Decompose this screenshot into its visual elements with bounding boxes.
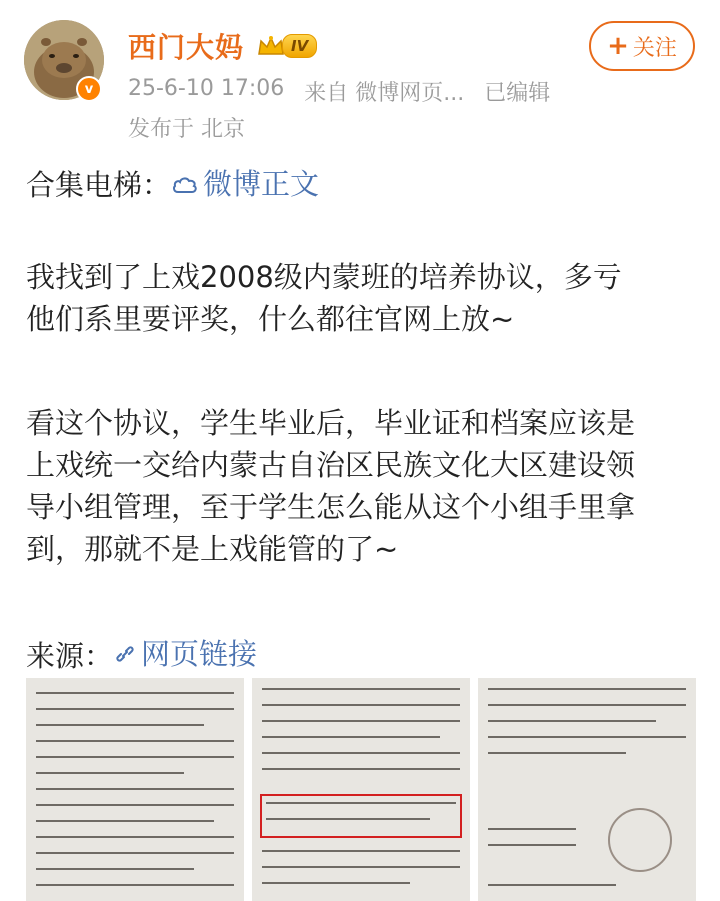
source-link[interactable]: 网页链接 [113,633,257,675]
document-image-3[interactable] [478,678,696,901]
user-name-row [128,26,317,66]
post-source[interactable]: 来自 微博网页... [304,81,465,106]
image-grid [26,678,696,901]
paragraph-2-line-3: 导小组管理，至于学生怎么能从这个小组手里拿 [26,490,636,524]
follow-button[interactable] [589,21,695,71]
document-image-2[interactable] [252,678,470,901]
source-line [26,633,696,677]
cloud-icon [171,173,199,195]
link-icon [113,642,137,666]
seal-stamp [608,808,672,872]
post-date: 25-6-10 17:06 [128,76,285,101]
plus-icon: + [607,31,629,61]
paragraph-2-line-2: 上戏统一交给内蒙古自治区民族文化大区建设领 [26,448,636,482]
source-label: 来源： [26,639,114,673]
paragraph-2-line-1: 看这个协议，学生毕业后，毕业证和档案应该是 [26,406,636,440]
collection-line [26,163,696,206]
edited-label[interactable]: 已编辑 [484,81,551,106]
paragraph-2-line-4: 到，那就不是上戏能管的了~ [26,532,399,566]
paragraph-2 [26,402,696,570]
level-label: IV [282,34,317,58]
username[interactable]: 西门大妈 [128,31,245,64]
paragraph-1-line-2: 他们系里要评奖，什么都往官网上放~ [26,302,515,336]
follow-label: 关注 [632,35,677,61]
collection-label: 合集电梯： [26,168,172,202]
verified-badge-icon: v [76,76,102,102]
level-badge [256,32,317,60]
paragraph-1-line-1: 我找到了上戏2008级内蒙班的培养协议，多亏 [26,260,622,294]
document-image-1[interactable] [26,678,244,901]
highlight-box [260,794,462,838]
post-location: 发布于 北京 [128,117,245,142]
post-meta [128,76,550,107]
collection-link[interactable]: 微博正文 [171,163,319,205]
paragraph-1 [26,256,696,340]
